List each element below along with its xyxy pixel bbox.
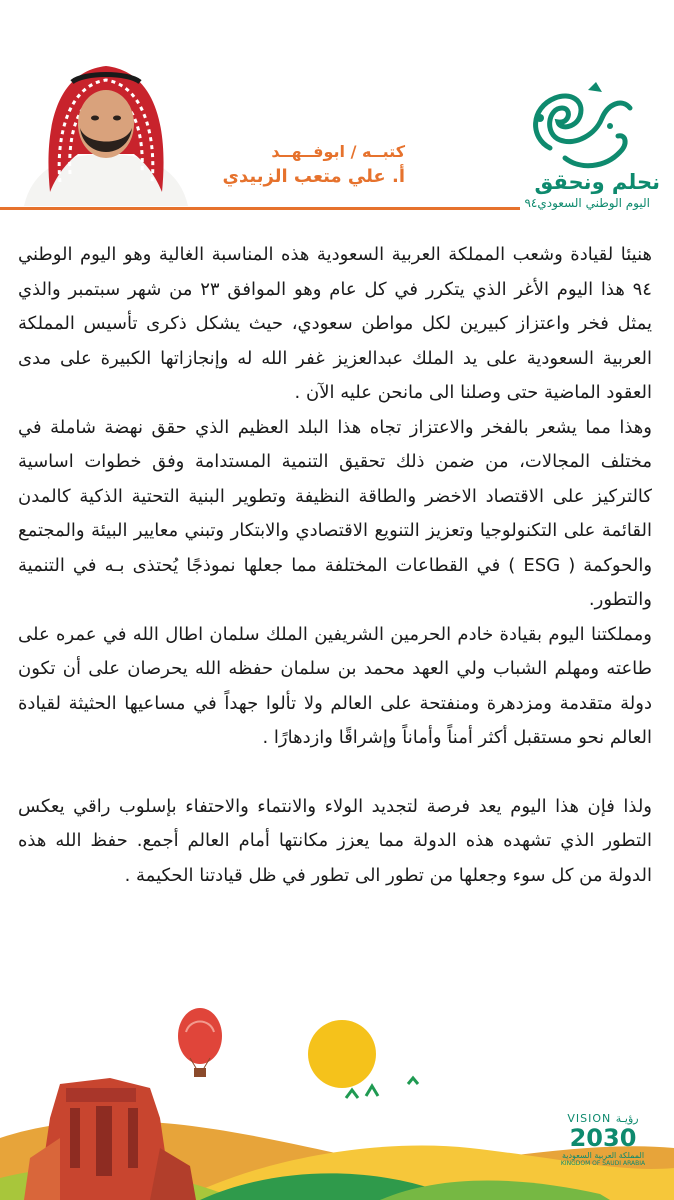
vision-country-en: KINGDOM OF SAUDI ARABIA — [560, 1160, 646, 1167]
header-divider — [0, 207, 520, 210]
author-name: أ. علي متعب الزبيدي — [222, 166, 405, 187]
article-paragraph: وهذا مما يشعر بالفخر والاعتزاز تجاه هذا البلد العظيم الذي حقق نهضة شاملة في مختلف المجالات، من ضمن ذلك تحقيق التنمية المستدامة وفق خطوات اساسية كالتركيز على الاقتصاد الاخضر والطاقة النظيفة وتطوير البنية التحتية الذكية كالمدن القائمة على التكنولوجيا وتعزيز التنويع الاقتصادي والابتكار وتبني معايير البيئة والمجتمع والحوكمة ( ESG ) في القطاعات المختلفة مما جعلها نموذجًا يُحتذى بـه في التنمية والتطور. — [18, 416, 653, 610]
logo-subtitle: اليوم الوطني السعودي٩٤ — [524, 196, 650, 210]
article-body — [18, 238, 652, 893]
vision-2030-logo — [548, 1112, 658, 1182]
vision-year: 2030 — [569, 1124, 637, 1152]
author-portrait — [14, 42, 198, 206]
article-paragraph: ولذا فإن هذا اليوم يعد فرصة لتجديد الولاء والانتماء والاحتفاء بإسلوب راقي يعكس التطور الذي تشهده هذه الدولة مما يعزز مكانتها أمام العالم أجمع. حفظ الله هذه الدولة من كل سوء وجعلها من تطور الى تطور في ظل قيادتنا الحكيمة . — [18, 795, 652, 886]
article-paragraph: هنيئا لقيادة وشعب المملكة العربية السعودية هذه المناسبة الغالية وهو اليوم الوطني ٩٤ هذا اليوم الأغر الذي يتكرر في كل عام وهو الموافق ٢٣ من شهر سبتمبر والذي يمثل فخر واعتزاز كبيرين لكل مواطن سعودي، حيث يشكل ذكرى تأسيس المملكة العربية السعودية على يد الملك عبدالعزيز غفر الله له وإنجازاتها الكبيرة على مدى العقود الماضية حتى وصلنا الى مانحن عليه الآن . — [18, 244, 652, 403]
national-day-logo-icon — [510, 78, 640, 178]
logo-title: نحلم ونحقق — [534, 170, 660, 194]
vision-country-ar: المملكة العربية السعودية — [561, 1151, 645, 1160]
header — [0, 0, 674, 212]
article-paragraph: ومملكتنا اليوم بقيادة خادم الحرمين الشريفين الملك سلمان اطال الله في عمره على طاعته ومهلم الشباب ولي العهد محمد بن سلمان حفظه الله يحرصان على أن تكون دولة متقدمة ومزدهرة ومنفتحة على العالم ولا تألوا جهداً في مساعيها الحثيثة لقيادة العالم نحو مستقبل أكثر أمناً وأماناً وإشراقًا وازدهارًا . — [18, 623, 652, 748]
author-byline: كتبــه / ابوفــهــد — [271, 142, 405, 161]
vision-label: VISION رؤيـة — [567, 1112, 639, 1125]
